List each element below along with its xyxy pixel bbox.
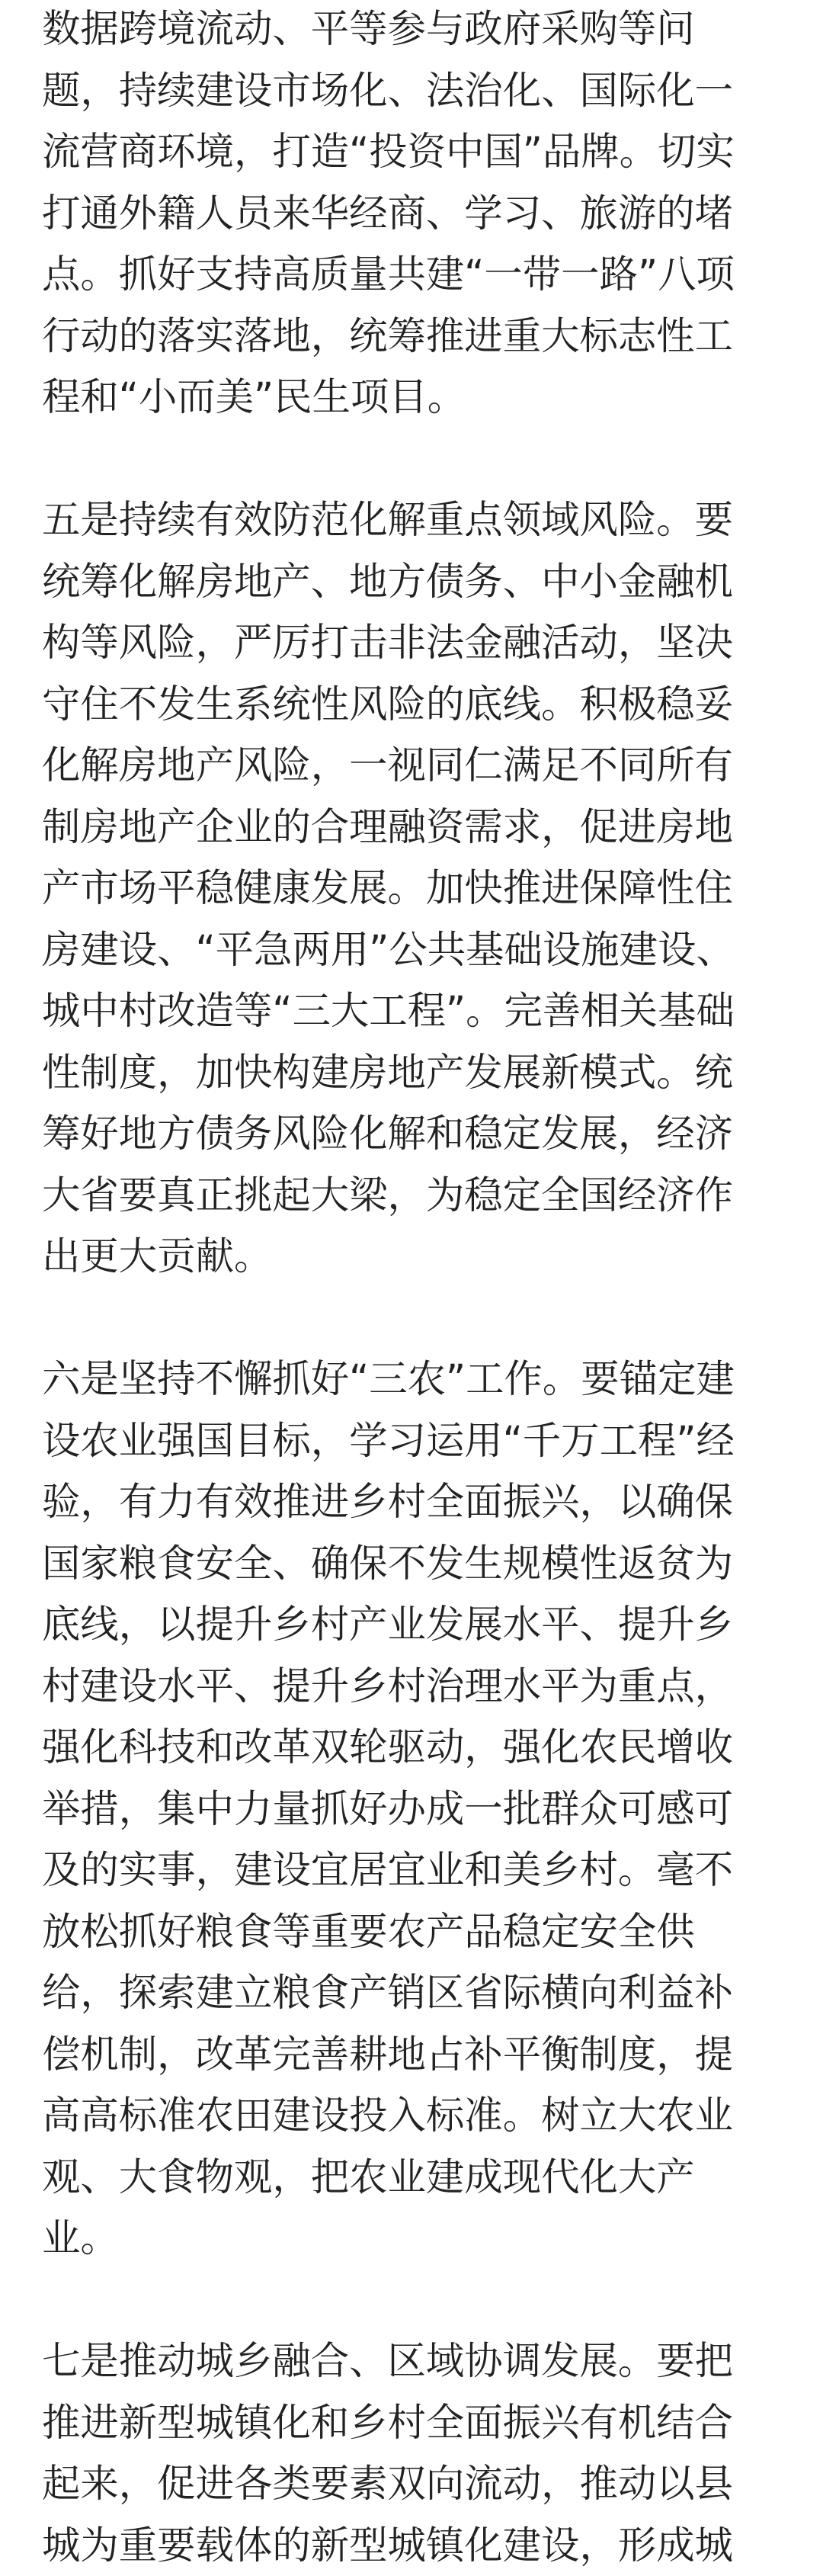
paragraph-urban-rural-integration: 七是推动城乡融合、区域协调发展。要把 推进新型城镇化和乡村全面振兴有机结合 起来，促进各类要素双向流动，推动以县 城为重要载体的新型城镇化建设，形成城 <box>42 2338 734 2568</box>
paragraph-risk-prevention: 五是持续有效防范化解重点领域风险。要 统筹化解房地产、地方债务、中小金融机 构等风险，严厉打击非法金融活动，坚决 守住不发生系统性风险的底线。积极稳妥 化解房地产风险，一视同仁满足不同所有 制房地产企业的合理融资需求，促进房地 产市场平稳健康发展。加快推进保障性住 房建设、“平急两用”公共基础设施建设、 城中村改造等“三大工程”。完善相关基础 性制度，加快构建房地产发展新模式。统 筹好地方债务风险化解和稳定发展，经济 大省要真正挑起大梁，为稳定全国经济作 出更大贡献。 <box>42 497 735 1278</box>
paragraph-agriculture: 六是坚持不懈抓好“三农”工作。要锚定建 设农业强国目标，学习运用“千万工程”经 验，有力有效推进乡村全面振兴，以确保 国家粮食安全、确保不发生规模性返贫为 底线，以提升乡村产业发展水平、提升乡 村建设水平、提升乡村治理水平为重点， 强化科技和改革双轮驱动，强化农民增收 举措，集中力量抓好办成一批群众可感可 及的实事，建设宜居宜业和美乡村。毫不 放松抓好粮食等重要农产品稳定安全供 给，探索建立粮食产销区省际横向利益补 偿机制，改革完善耕地占补平衡制度，提 高高标准农田建设投入标准。树立大农业 观、大食物观，把农业建成现代化大产 业。 <box>42 1356 735 2260</box>
paragraph-opening-continuation: 数据跨境流动、平等参与政府采购等问 题，持续建设市场化、法治化、国际化一 流营商环境，打造“投资中国”品牌。切实 打通外籍人员来华经商、学习、旅游的堵 点。抓好支持高质量共建“一带一路”八项 行动的落实落地，统筹推进重大标志性工 程和“小而美”民生项目。 <box>42 6 735 419</box>
